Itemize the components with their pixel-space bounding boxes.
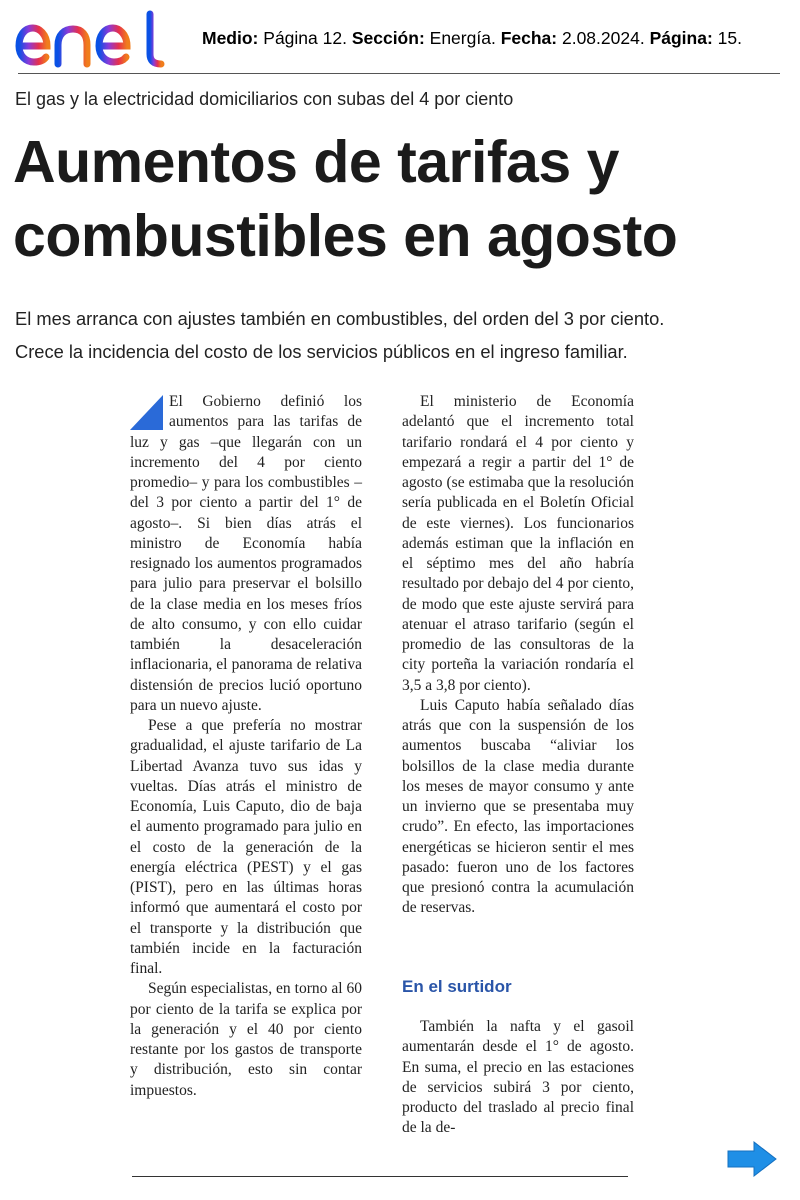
body-paragraph: Luis Caputo había señalado días atrás que con la suspensión de los aumentos buscaba “aliviar los bolsillos de la clase media durante los meses de mayor consumo y ante un invierno que se presentaba muy crudo”. En efecto, las importaciones energéticas se hicieron sentir el mes pasado: fueron uno de los factores que presionó contra la acumulación de reservas. (402, 696, 634, 917)
enel-logo (14, 8, 180, 72)
fecha-label: Fecha: (500, 28, 558, 48)
headline-line-2: combustibles en agosto (13, 203, 678, 269)
seccion-value: Energía. (429, 28, 496, 48)
arrow-right-icon[interactable] (726, 1140, 778, 1178)
body-column-2 (402, 392, 634, 919)
body-paragraph: Pese a que prefería no mostrar gradualidad, el ajuste tarifario de La Libertad Avanza tuvo sus idas y vueltas. Días atrás el ministro de Economía, Luis Caputo, dio de baja el aumento programado para julio en el costo de la generación de la energía eléctrica (PEST) y el gas (PIST), pero en las últimas horas informó que aumentará el costo por el transporte y la distribución que también incide en la facturación final. (130, 717, 362, 977)
summary-line-2: Crece la incidencia del costo de los servicios públicos en el ingreso familiar. (15, 341, 628, 362)
section-subheading: En el surtidor (402, 977, 512, 996)
article-headline (13, 125, 798, 273)
article-summary (15, 302, 795, 368)
pagina-label: Página: (649, 28, 713, 48)
body-column-3 (402, 1017, 634, 1139)
body-paragraph: También la nafta y el gasoil aumentarán desde el 1° de agosto. En suma, el precio en las estaciones de servicios subirá 3 por ciento, producto del traslado al precio final de la de- (402, 1018, 634, 1137)
medio-value: Página 12. (263, 28, 347, 48)
body-column-1 (130, 392, 362, 1101)
seccion-label: Sección: (351, 28, 425, 48)
body-paragraph: El ministerio de Economía adelantó que el incremento total tarifario rondará el 4 por ciento y empezará a regir a partir del 1° de agosto (se estimaba que la resolución sería publicada en el Boletín Oficial de este viernes). Los funcionarios además estiman que la inflación en el séptimo mes del año habría resultado por debajo del 4 por ciento, de modo que este ajuste servirá para atenuar el atraso tarifario (según el promedio de las consultoras de la city porteña la variación rondaría el 3,5 a 3,8 por ciento). (402, 393, 634, 694)
headline-line-1: Aumentos de tarifas y (13, 129, 619, 195)
pagina-value: 15. (717, 28, 742, 48)
triangle-marker-icon (130, 395, 163, 430)
article-kicker: El gas y la electricidad domiciliarios con subas del 4 por ciento (15, 89, 514, 109)
fecha-value: 2.08.2024. (561, 28, 645, 48)
body-paragraph: El Gobierno definió los aumentos para las tarifas de luz y gas –que llegarán con un incremento del 4 por ciento promedio– y para los combustibles –del 3 por ciento a partir del 1° de agosto–. Si bien días atrás el ministro de Economía había resignado los aumentos programados para julio para preservar el bolsillo de la clase media en los meses fríos de alto consumo, y con ello cuidar también la desaceleración inflacionaria, el panorama de relativa distensión de precios lució oportuno para un nuevo ajuste. (130, 393, 362, 714)
body-paragraph: Según especialistas, en torno al 60 por ciento de la tarifa se explica por la generación y el 40 por ciento restante por los gastos de transporte y distribución, esto sin contar impuestos. (130, 980, 362, 1099)
footer-divider (132, 1176, 628, 1177)
header-divider (18, 73, 780, 74)
document-metadata (202, 28, 742, 49)
summary-line-1: El mes arranca con ajustes también en combustibles, del orden del 3 por ciento. (15, 308, 665, 329)
medio-label: Medio: (202, 28, 259, 48)
